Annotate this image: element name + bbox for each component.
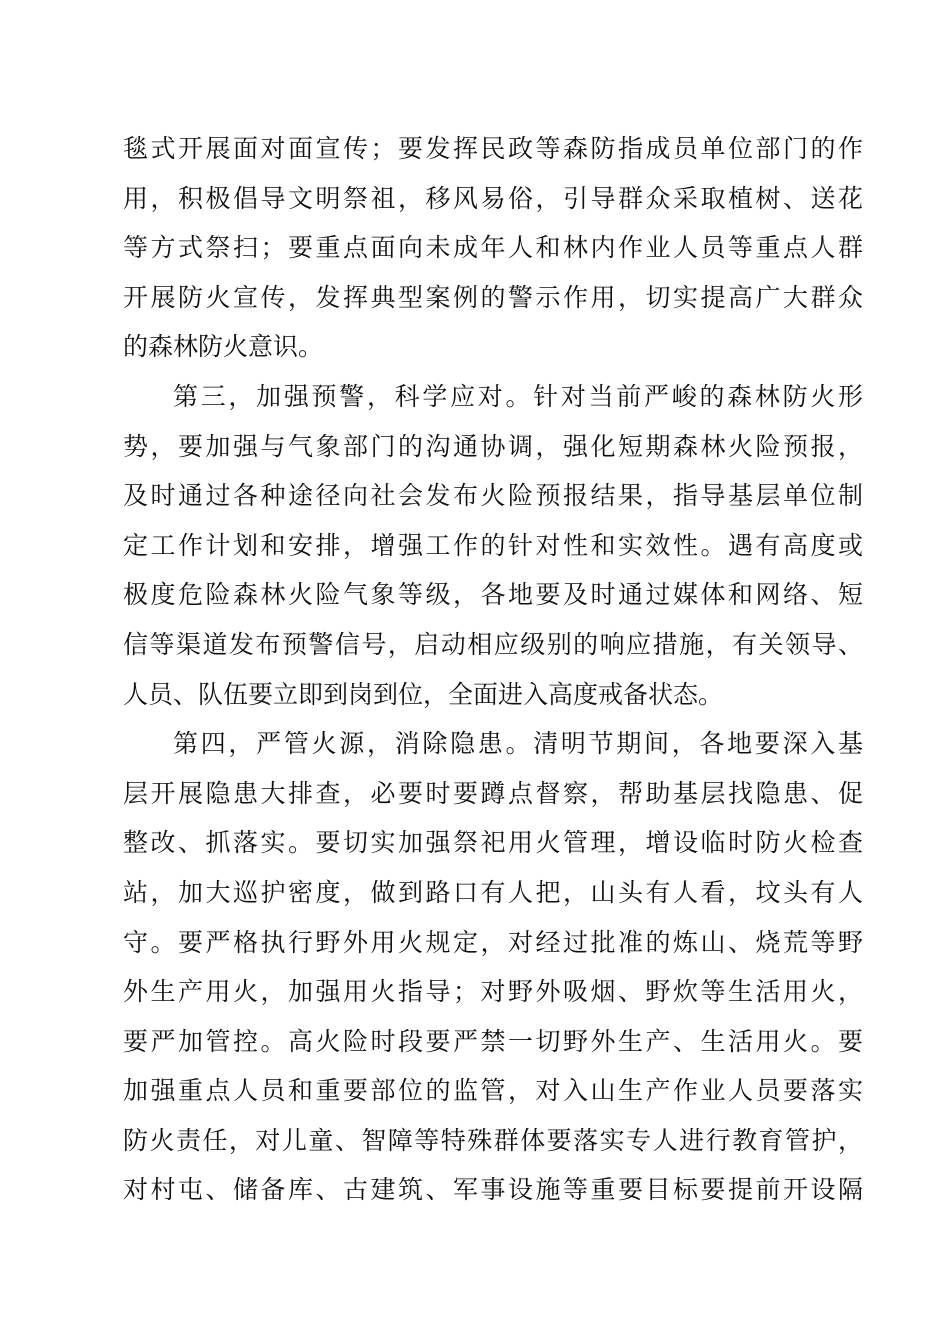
text-line: 外生产用火，加强用火指导；对野外吸烟、野炊等生活用火， [123,977,863,1007]
text-line: 的森林防火意识。 [123,332,324,362]
text-line: 极度危险森林火险气象等级，各地要及时通过媒体和网络、短 [123,580,863,610]
text-line: 毯式开展面对面宣传；要发挥民政等森防指成员单位部门的作 [123,134,863,163]
text-line: 等方式祭扫；要重点面向未成年人和林内作业人员等重点人群 [123,233,863,263]
text-line: 守。要严格执行野外用火规定，对经过批准的炼山、烧荒等野 [123,927,863,957]
text-line: 加强重点人员和重要部位的监管，对入山生产作业人员要落实 [123,1076,863,1106]
text-line: 信等渠道发布预警信号，启动相应级别的响应措施，有关领导、 [123,629,863,659]
text-line: 整改、抓落实。要切实加强祭祀用火管理，增设临时防火检查 [123,828,863,858]
text-line: 开展防火宣传，发挥典型案例的警示作用，切实提高广大群众 [123,282,863,312]
body-text [123,124,863,1215]
text-line: 用，积极倡导文明祭祖，移风易俗，引导群众采取植树、送花 [123,183,863,213]
text-line: 及时通过各种途径向社会发布火险预报结果，指导基层单位制 [123,481,863,511]
text-line: 势，要加强与气象部门的沟通协调，强化短期森林火险预报， [123,431,863,461]
text-line: 人员、队伍要立即到岗到位，全面进入高度戒备状态。 [123,679,724,709]
paragraph-start-line: 第三，加强预警，科学应对。针对当前严峻的森林防火形 [173,381,863,411]
text-line: 层开展隐患大排查，必要时要蹲点督察，帮助基层找隐患、促 [123,778,863,808]
text-line: 站，加大巡护密度，做到路口有人把，山头有人看，坟头有人 [123,877,863,907]
text-line: 定工作计划和安排，增强工作的针对性和实效性。遇有高度或 [123,530,863,560]
text-line: 要严加管控。高火险时段要严禁一切野外生产、生活用火。要 [123,1026,863,1056]
text-line: 防火责任，对儿童、智障等特殊群体要落实专人进行教育管护， [123,1125,863,1155]
paragraph-start-line: 第四，严管火源，消除隐患。清明节期间，各地要深入基 [173,729,863,759]
text-line: 对村屯、储备库、古建筑、军事设施等重要目标要提前开设隔 [123,1175,863,1205]
